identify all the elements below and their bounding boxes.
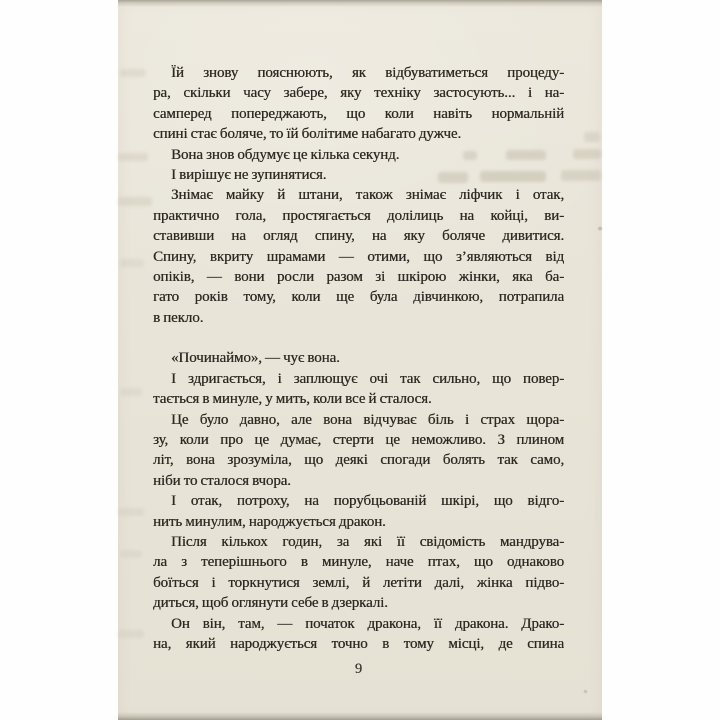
- margin-smudge: [118, 508, 144, 516]
- text-line: тається в минуле, у мить, коли все й сталося.: [153, 391, 432, 408]
- margin-smudge: [120, 550, 142, 558]
- text-line: практично гола, простягається долілиць на койці, ви-: [153, 207, 564, 224]
- margin-smudge: [120, 259, 144, 267]
- text-line: Он він, там, — початок дракона, її дракона. Драко-: [171, 615, 564, 632]
- show-through-mark: [561, 170, 601, 181]
- show-through-mark: [573, 149, 601, 159]
- text-line: ла з теперішнього в минуле, наче птах, що однаково: [153, 554, 564, 571]
- text-line: зу, коли про це думає, стерти це неможливо. З плином: [153, 432, 564, 449]
- text-line: «Починаймо», — чує вона.: [171, 350, 340, 367]
- text-line: Знімає майку й штани, також знімає ліфчик і отак,: [171, 187, 564, 204]
- page-top-edge-shadow: [118, 0, 602, 7]
- text-line: спині стає боляче, то їй болітиме набагато дужче.: [153, 126, 462, 143]
- page-text: [153, 63, 564, 678]
- margin-smudge: [118, 197, 152, 206]
- text-line: І отак, потроху, на порубцьованій шкірі, що відго-: [171, 493, 564, 510]
- blank-line: [153, 328, 564, 348]
- text-line: Це було давно, але вона відчуває біль і страх щора-: [171, 411, 564, 428]
- page-bottom-edge-shadow: [118, 712, 602, 720]
- text-line: самперед попереджають, що коли навіть нормальній: [153, 105, 564, 122]
- book-page: [118, 0, 602, 720]
- text-line: Їй знову пояснюють, як відбуватиметься процеду-: [171, 65, 564, 81]
- margin-smudge: [118, 153, 148, 161]
- text-line: ставивши на огляд спину, на яку боляче дивитися.: [153, 228, 564, 245]
- text-lines: [153, 63, 564, 654]
- paper-speck: [598, 227, 602, 230]
- paper-speck: [584, 690, 587, 693]
- text-line: Спину, вкриту шрамами — отими, що з’являються від: [153, 248, 564, 265]
- text-line: боїться і торкнутися землі, й летіти далі, жінка підво-: [153, 574, 564, 591]
- text-line: диться, щоб оглянути себе в дзеркалі.: [153, 595, 388, 612]
- text-line: ра, скільки часу забере, яку техніку застосують... і на-: [153, 85, 564, 102]
- text-line: І здригається, і заплющує очі так сильно, що повер-: [171, 370, 564, 387]
- show-through-mark: [584, 132, 600, 142]
- text-line: нить минулим, народжується дракон.: [153, 513, 386, 530]
- text-line: Вона знов обдумує це кілька секунд.: [171, 146, 400, 163]
- text-line: ніби то сталося вчора.: [153, 472, 291, 489]
- margin-smudge: [120, 388, 142, 396]
- text-line: на, який народжується точно в тому місці, де спина: [153, 635, 564, 652]
- text-line: Після кількох годин, за які її свідомість мандрува-: [171, 533, 564, 550]
- text-line: в пекло.: [153, 309, 204, 326]
- text-line: опіків, — вони росли разом зі шкірою жінки, яка ба-: [153, 268, 564, 285]
- text-line: І вирішує не зупинятися.: [171, 166, 327, 183]
- margin-smudge: [118, 630, 144, 638]
- text-line: літ, вона зрозуміла, що деякі спогади болять так само,: [153, 452, 564, 469]
- margin-smudge: [120, 69, 146, 77]
- page-number: 9: [354, 661, 363, 678]
- text-line: гато років тому, коли ще була дівчинкою, потрапила: [153, 289, 564, 306]
